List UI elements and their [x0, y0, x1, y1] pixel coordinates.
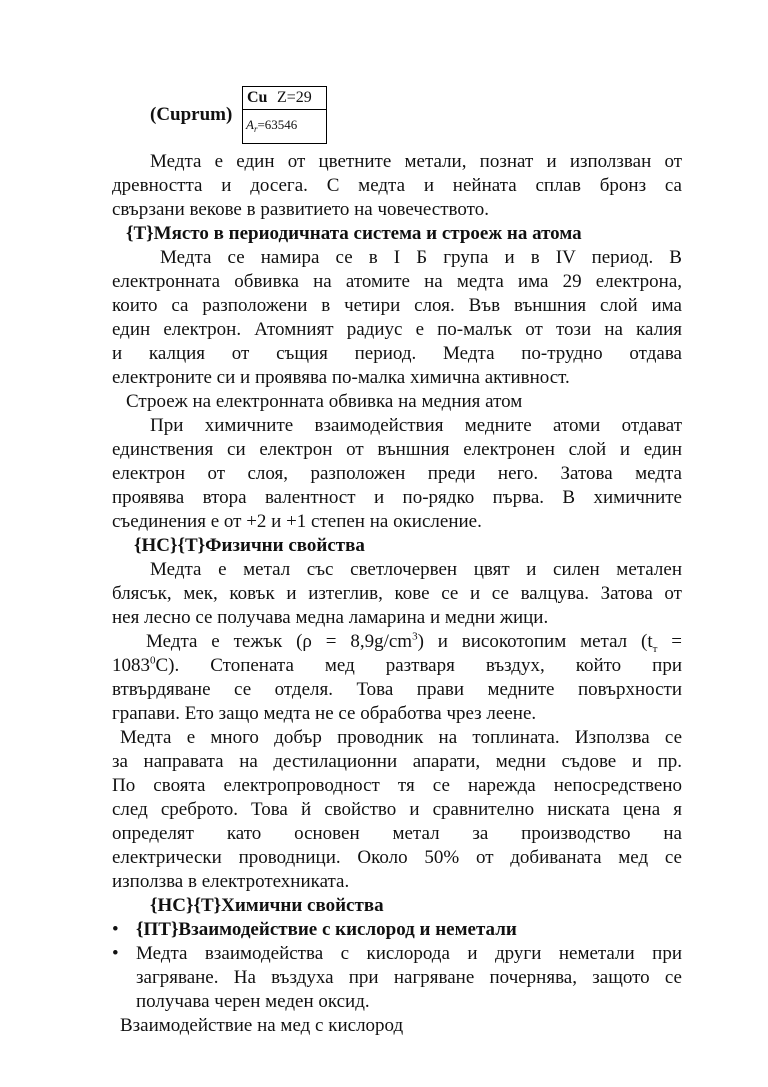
- element-box: [242, 86, 327, 144]
- bullet-heading: {ПТ}Взаимодействие с кислород и неметали: [136, 919, 517, 940]
- text-line: електрон от слоя, разположен преди него. Затова медта: [112, 463, 682, 484]
- text-line: електронната обвивка на атомите на медта има 29 електрона,: [112, 271, 682, 292]
- bullet-icon: •: [112, 919, 119, 940]
- atomic-mass-label: A: [246, 117, 254, 132]
- text-line: един електрон. Атомният радиус е по-малък от този на калия: [112, 319, 682, 340]
- melting-subscript: т: [652, 642, 658, 655]
- atomic-mass-value: =63546: [257, 117, 298, 132]
- text-line: Медта се намира се в І Б група и в ІV период. В: [160, 247, 682, 268]
- temperature-text: С). Стопената мед разтваря въздух, който при: [155, 655, 682, 676]
- temperature-value: 1083: [112, 655, 150, 676]
- atomic-mass-sub: r: [253, 124, 258, 134]
- text-line: проявява втора валентност и по-рядко първа. В химичните: [112, 487, 682, 508]
- text-line: втвърдяване се отделя. Това прави медните повърхности: [112, 679, 682, 700]
- text-line: които са разположени в четири слоя. Във външния слой има: [112, 295, 682, 316]
- text-line: загряване. На въздуха при нагряване почернява, защото се: [136, 967, 682, 988]
- text-line: единствения си електрон от външния електронен слой и един: [112, 439, 682, 460]
- subheading: Строеж на електронната обвивка на медния атом: [126, 391, 523, 412]
- element-name: (Cuprum): [150, 104, 233, 125]
- density-text: Медта е тежък (ρ = 8,9g/cm: [146, 631, 413, 652]
- cube-superscript: 3: [412, 630, 418, 643]
- text-line: съединения е от +2 и +1 степен на окисление.: [112, 511, 482, 532]
- atomic-mass: [246, 117, 297, 133]
- section-heading: {Т}Място в периодичната система и строеж на атома: [126, 223, 582, 244]
- subheading: Взаимодействие на мед с кислород: [120, 1015, 404, 1036]
- text-line: след среброто. Това й свойство и сравнително ниската цена я: [112, 799, 682, 820]
- text-line: получава черен меден оксид.: [136, 991, 370, 1012]
- text-line: за направата на дестилационни апарати, медни съдове и пр.: [112, 751, 682, 772]
- text-line: древността и досега. С медта и нейната сплав бронз са: [112, 175, 682, 196]
- atomic-number: Z=29: [277, 89, 312, 106]
- melting-text: ) и високотопим метал (t: [417, 631, 653, 652]
- text-line-density: [146, 630, 682, 654]
- text-line: При химичните взаимодействия медните атоми отдават: [150, 415, 682, 436]
- text-line: грапави. Ето защо медта не се обработва чрез леене.: [112, 703, 537, 724]
- degree-superscript: 0: [150, 654, 156, 667]
- text-line-temperature: [112, 654, 682, 678]
- text-line: Медта е метал със светлочервен цвят и силен метален: [150, 559, 682, 580]
- text-line: определят като основен метал за производство на: [112, 823, 682, 844]
- text-line: Медта е един от цветните метали, познат и използван от: [150, 151, 682, 172]
- text-line: Медта взаимодейства с кислорода и други неметали при: [136, 943, 682, 964]
- bullet-icon: •: [112, 943, 119, 964]
- text-line: Медта е много добър проводник на топлината. Използва се: [120, 727, 682, 748]
- text-line: електрически проводници. Около 50% от добиваната мед се: [112, 847, 682, 868]
- section-heading: {НС}{Т}Физични свойства: [134, 535, 365, 556]
- equals-text: =: [657, 631, 682, 652]
- element-box-divider: [243, 109, 326, 110]
- text-line: нея лесно се получава медна ламарина и медни жици.: [112, 607, 549, 628]
- section-heading: {НС}{Т}Химични свойства: [150, 895, 384, 916]
- text-line: използва в електротехниката.: [112, 871, 350, 892]
- text-line: По своята електропроводност тя се нарежда непосредствено: [112, 775, 682, 796]
- text-line: електроните си и проявява по-малка химична активност.: [112, 367, 570, 388]
- element-symbol: Cu: [247, 89, 268, 106]
- text-line: и калция от същия период. Медта по-трудно отдава: [112, 343, 682, 364]
- text-line: блясък, мек, ковък и изтеглив, кове се и се валцува. Затова от: [112, 583, 682, 604]
- text-line: свързани векове в развитието на човечеството.: [112, 199, 489, 220]
